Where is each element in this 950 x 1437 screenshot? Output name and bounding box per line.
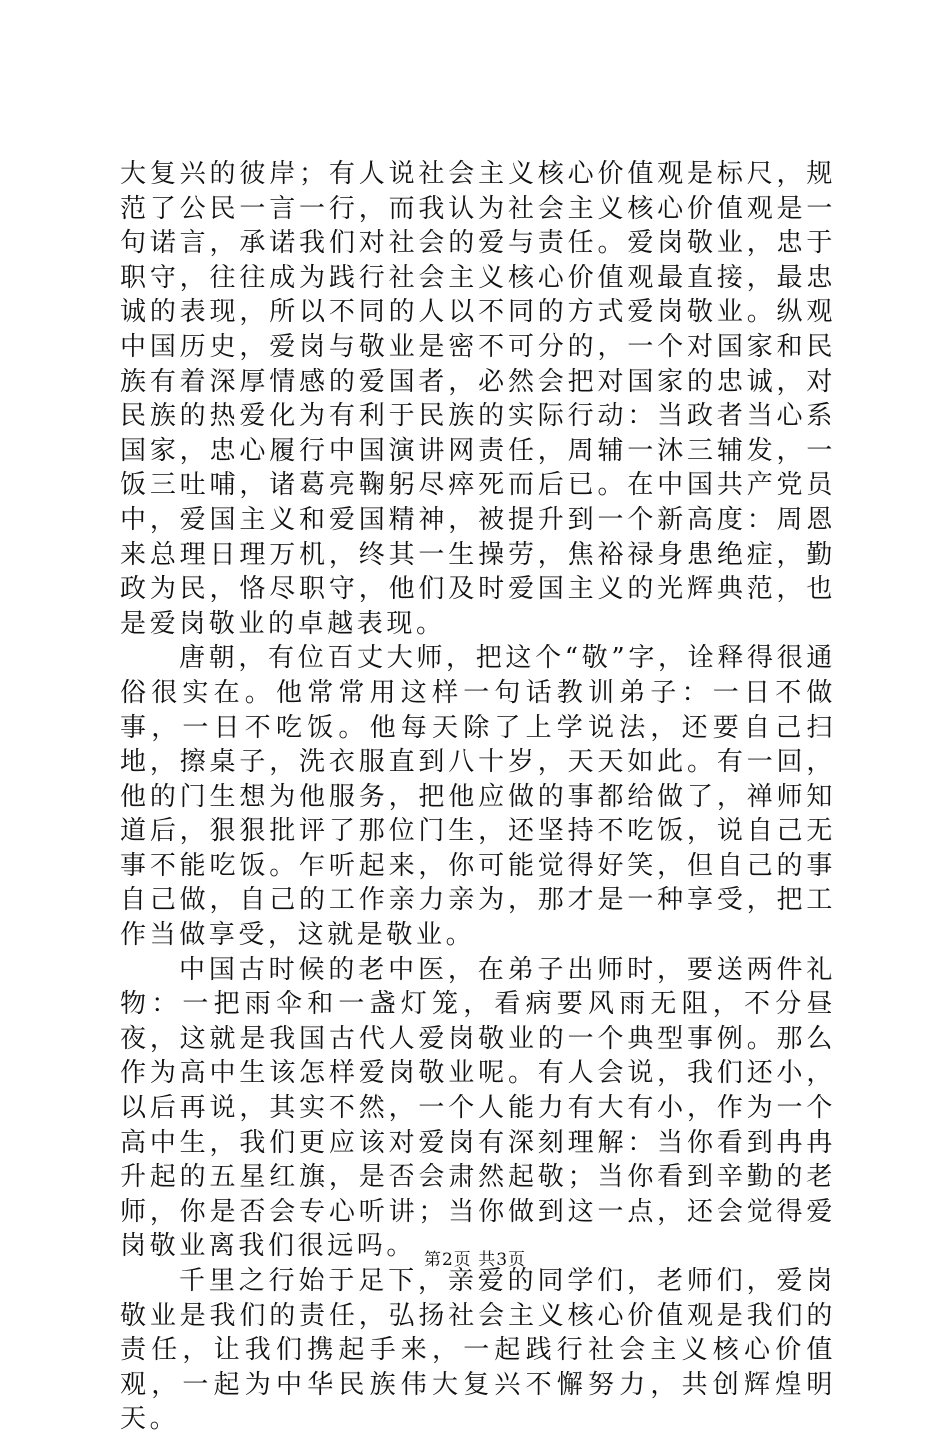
page-number-footer: 第2页 共3页 [423, 1250, 527, 1270]
paragraph-old-doctor: 中国古时候的老中医，在弟子出师时，要送两件礼物：一把雨伞和一盏灯笼，看病要风雨无阻，不分昼夜，这就是我国古代人爱岗敬业的一个典型事例。那么作为高中生该怎样爱岗敬业呢。有人会说，我们还小，以后再说，其实不然，一个人能力有大有小，作为一个高中生，我们更应该对爱岗有深刻理解：当你看到冉冉升起的五星红旗，是否会肃然起敬；当你看到辛勤的老师，你是否会专心听讲；当你做到这一点，还会觉得爱岗敬业离我们很远吗。 [120, 954, 836, 1262]
paragraph-tang-dynasty: 唐朝，有位百丈大师，把这个“敬”字，诠释得很通俗很实在。他常常用这样一句话教训弟子：一日不做事，一日不吃饭。他每天除了上学说法，还要自己扫地，擦桌子，洗衣服直到八十岁，天天如此。有一回，他的门生想为他服务，把他应做的事都给做了，禅师知道后，狠狠批评了那位门生，还坚持不吃饭，说自己无事不能吃饭。乍听起来，你可能觉得好笑，但自己的事自己做，自己的工作亲力亲为，那才是一种享受，把工作当做享受，这就是敬业。 [120, 643, 836, 951]
paragraph-continuation: 大复兴的彼岸；有人说社会主义核心价值观是标尺，规范了公民一言一行，而我认为社会主义核心价值观是一句诺言，承诺我们对社会的爱与责任。爱岗敬业，忠于职守，往往成为践行社会主义核心价值观最直接，最忠诚的表现，所以不同的人以不同的方式爱岗敬业。纵观中国历史，爱岗与敬业是密不可分的，一个对国家和民族有着深厚情感的爱国者，必然会把对国家的忠诚，对民族的热爱化为有利于民族的实际行动：当政者当心系国家，忠心履行中国演讲网责任，周辅一沐三辅发，一饭三吐哺，诸葛亮鞠躬尽瘁死而后已。在中国共产党员中，爱国主义和爱国精神，被提升到一个新高度：周恩来总理日理万机，终其一生操劳，焦裕禄身患绝症，勤政为民，恪尽职守，他们及时爱国主义的光辉典范，也是爱岗敬业的卓越表现。 [120, 159, 836, 639]
paragraph-conclusion: 千里之行始于足下，亲爱的同学们，老师们，爱岗敬业是我们的责任，弘扬社会主义核心价值观是我们的责任，让我们携起手来，一起践行社会主义核心价值观，一起为中华民族伟大复兴不懈努力，共创辉煌明天。 [120, 1266, 836, 1435]
